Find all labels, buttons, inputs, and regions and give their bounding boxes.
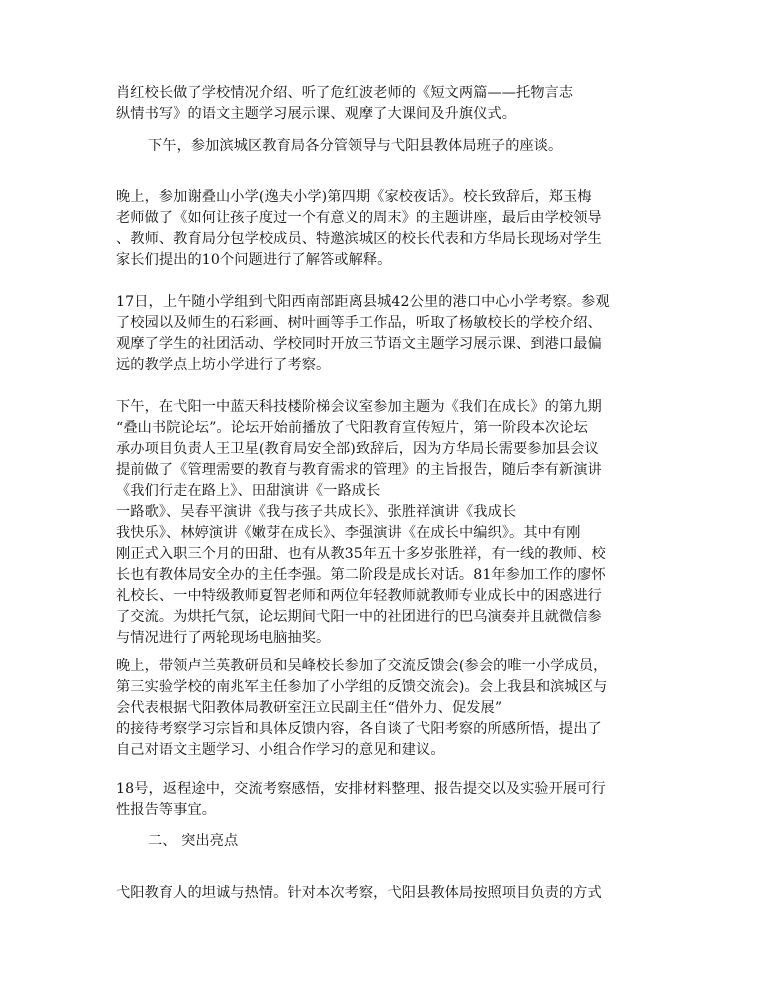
text-line: 晚上，带领卢兰英教研员和吴峰校长参加了交流反馈会(参会的唯一小学成员， [116,658,608,674]
text-line: 长也有教体局安全办的主任李强。第二阶段是成长对话。81年参加工作的廖怀 [116,567,606,583]
text-line: 老师做了《如何让孩子度过一个有意义的周末》的主题讲座，最后由学校领导 [116,210,602,226]
text-line: 家长们提出的10个问题进行了解答或解释。 [116,252,392,268]
text-line: 纵情书写》的语文主题学习展示课、观摩了大课间及升旗仪式。 [116,106,517,122]
text-line: 下午，参加滨城区教育局各分管领导与弋阳县教体局班子的座谈。 [148,138,563,154]
text-line: 远的教学点上坊小学进行了考察。 [116,357,331,373]
text-line: 《我们行走在路上》、田甜演讲《一路成长 [116,483,381,499]
text-line: 17日，上午随小学组到弋阳西南部距离县城42公里的港口中心小学考察。参观 [116,294,610,310]
text-line: 的接待考察学习宗旨和具体反馈内容，各自谈了弋阳考察的所感所悟，提出了 [116,721,602,737]
text-line: “叠山书院论坛”。论坛开始前播放了弋阳教育宣传短片，第一阶段本次论坛 [116,420,588,436]
text-line: 提前做了《管理需要的教育与教育需求的管理》的主旨报告，随后李有新演讲 [116,462,602,478]
text-line: 了校园以及师生的石彩画、树叶画等手工作品，听取了杨敏校长的学校介绍、 [116,315,602,331]
text-line: 观摩了学生的社团活动、学校同时开放三节语文主题学习展示课、到港口最偏 [116,336,602,352]
text-line: 肖红校长做了学校情况介绍、听了危红波老师的《短文两篇——托物言志 [116,85,574,101]
text-line: 第三实验学校的南兆军主任参加了小学组的反馈交流会)。会上我县和滨城区与 [116,679,608,695]
text-line: 刚正式入职三个月的田甜、也有从教35年五十多岁张胜祥，有一线的教师、校 [116,546,606,562]
text-line: 与情况进行了两轮现场电脑抽奖。 [116,630,331,646]
text-line: 我快乐》、林婷演讲《嫩芽在成长》、李强演讲《在成长中编织》。其中有刚 [116,525,581,541]
text-line: 了交流。为烘托气氛，论坛期间弋阳一中的社团进行的巴乌演奏并且就微信参 [116,609,602,625]
text-line: 晚上，参加谢叠山小学(逸夫小学)第四期《家校夜话》。校长致辞后，郑玉梅 [116,189,592,205]
text-line: 一路歌》、吴春平演讲《我与孩子共成长》、张胜祥演讲《我成长 [116,504,517,520]
text-line: 18号，返程途中，交流考察感悟，安排材料整理、报告提交以及实验开展可行 [116,781,606,797]
text-line: 会代表根据弋阳教体局教研室汪立民副主任“借外力、促发展” [116,700,503,716]
text-line: 性报告等事宜。 [116,802,217,818]
text-line: 二、 突出亮点 [148,833,239,849]
text-line: 自己对语文主题学习、小组合作学习的意见和建议。 [116,742,445,758]
text-line: 下午，在弋阳一中蓝天科技楼阶梯会议室参加主题为《我们在成长》的第九期 [116,399,602,415]
text-line: 承办项目负责人王卫星(教育局安全部)致辞后，因为方华局长需要参加县会议 [116,441,599,457]
text-line: 、教师、教育局分包学校成员、特邀滨城区的校长代表和方华局长现场对学生 [116,231,602,247]
text-line: 弋阳教育人的坦诚与热情。针对本次考察，弋阳县教体局按照项目负责的方式 [116,885,602,901]
text-line: 礼校长、一中特级教师夏智老师和两位年轻教师就教师专业成长中的困惑进行 [116,588,602,604]
